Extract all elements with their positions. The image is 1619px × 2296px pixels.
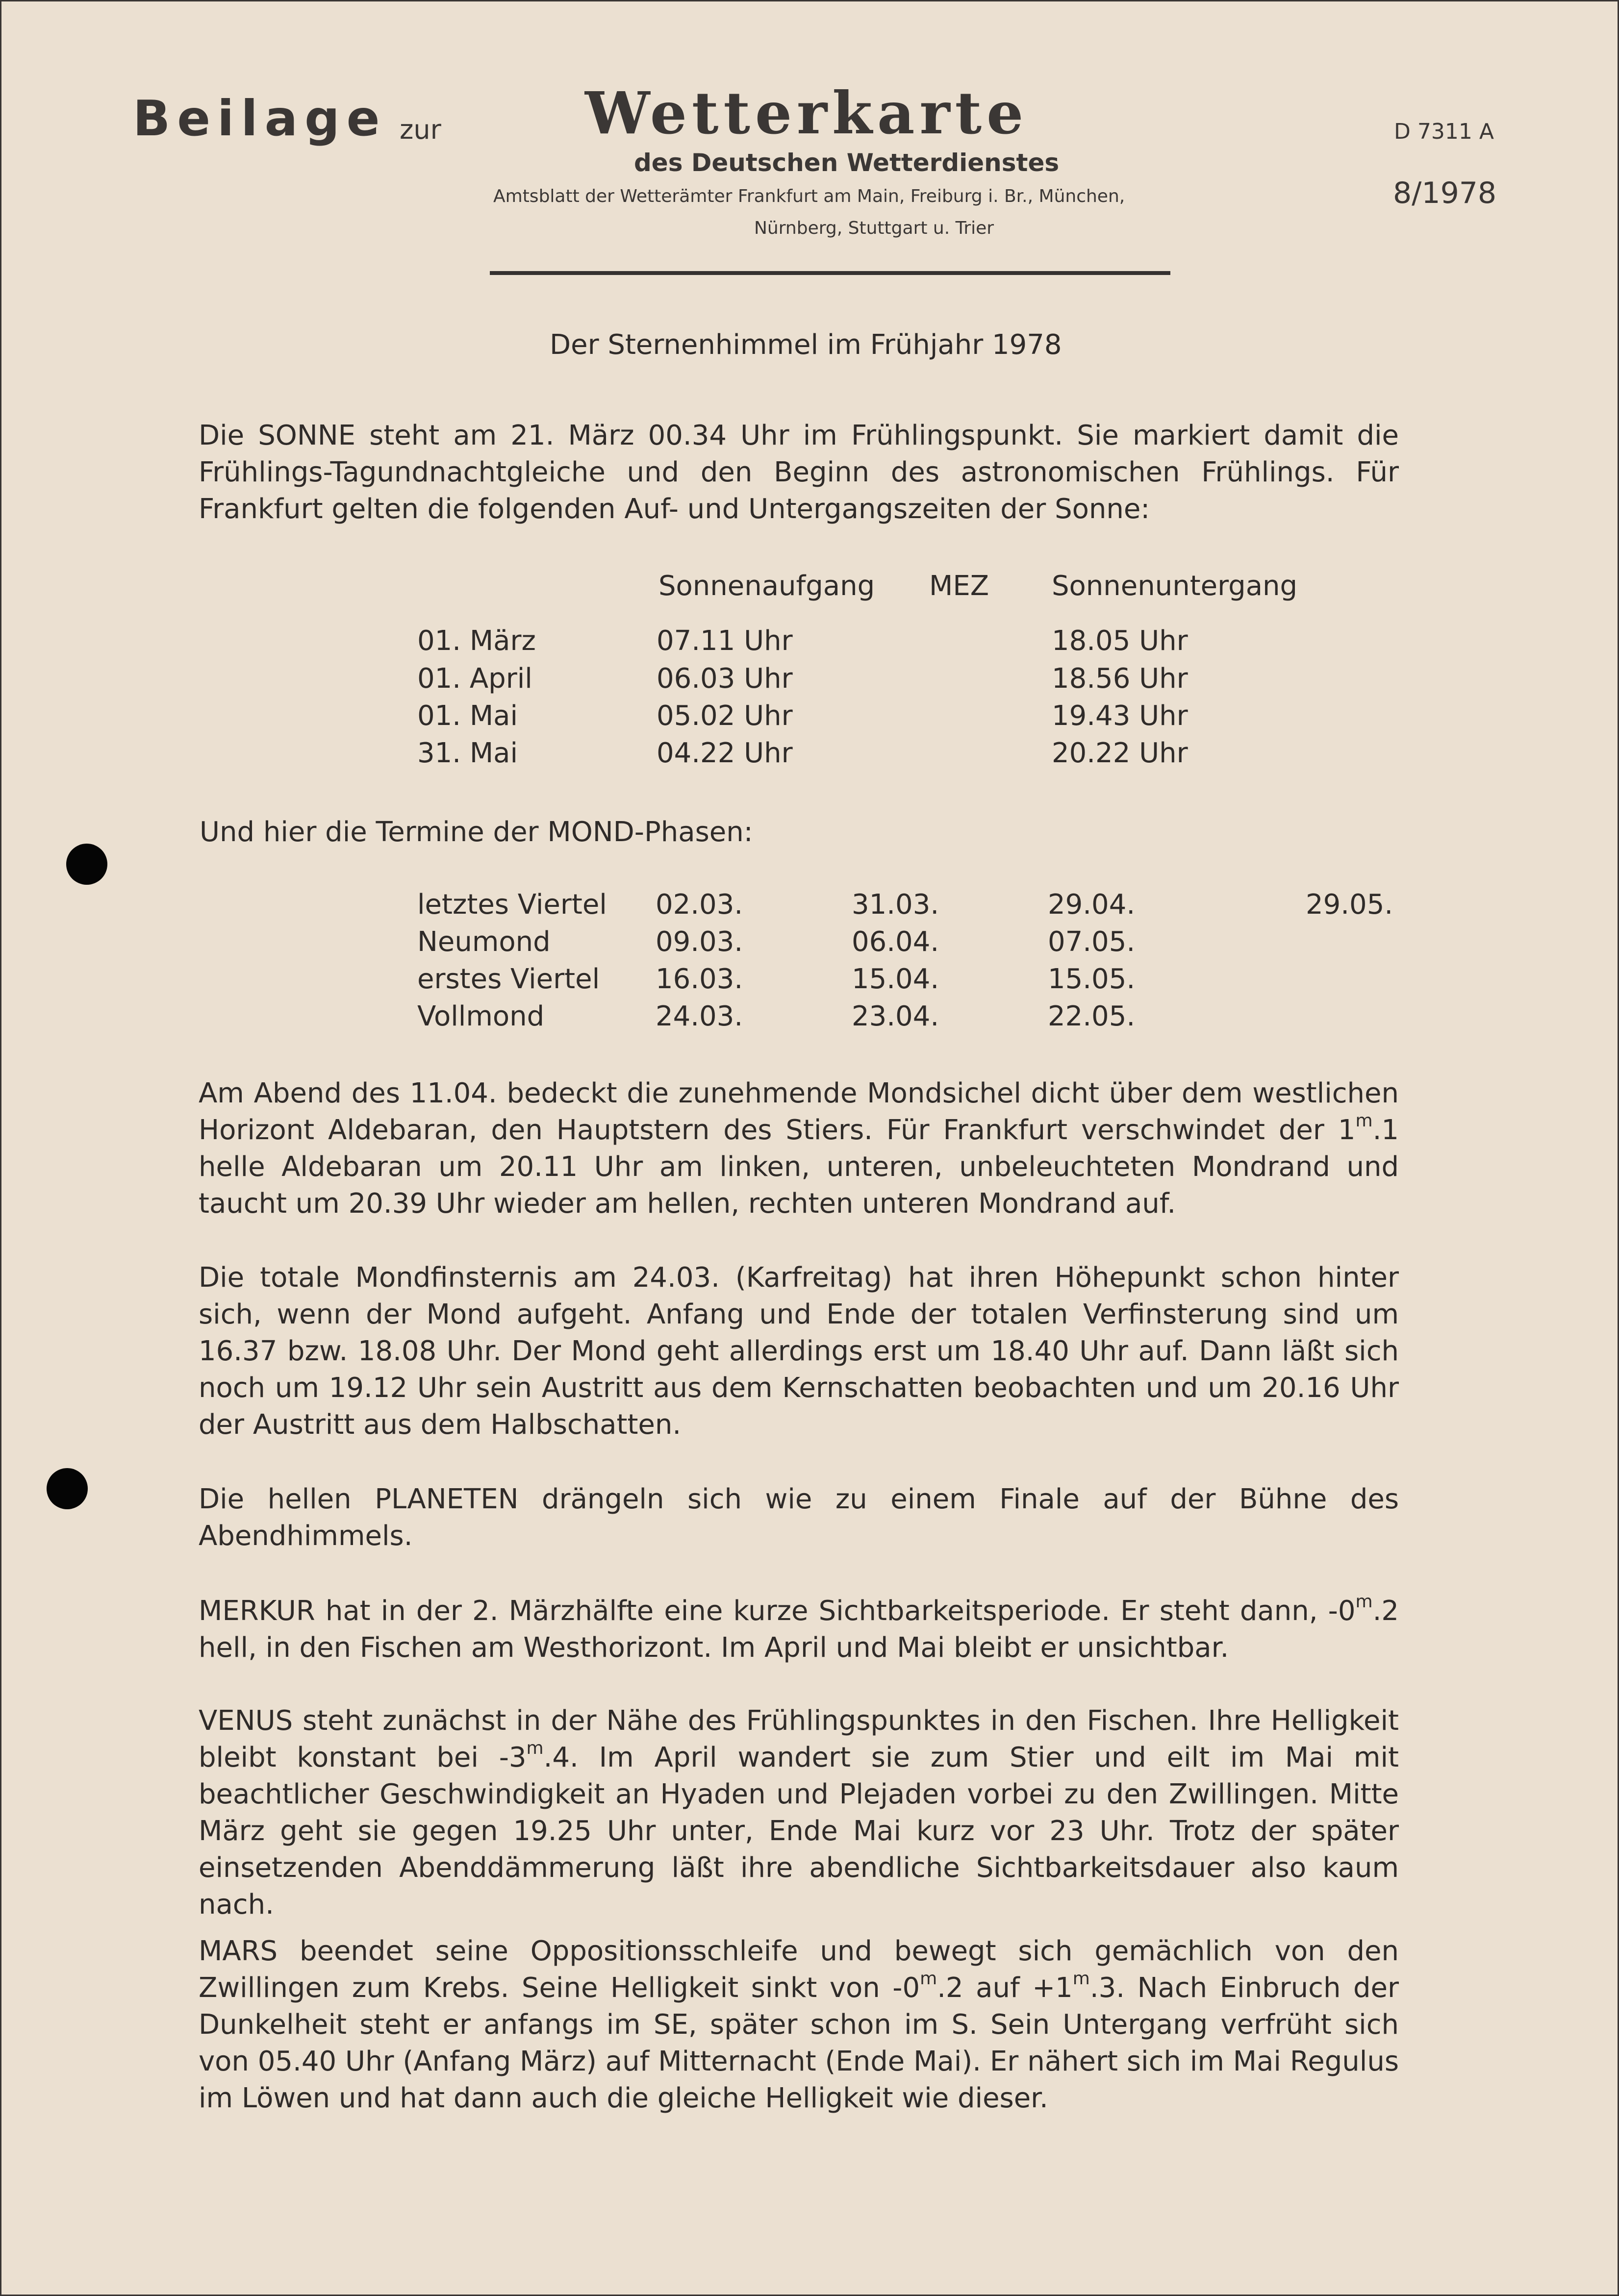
magnitude-superscript: m <box>1355 1111 1373 1131</box>
issue-number: 8/1978 <box>1393 176 1497 210</box>
paragraph-aldebaran <box>199 1075 1399 1222</box>
moon-intro: Und hier die Termine der MOND-Phasen: <box>200 816 753 848</box>
text-run: .2 auf +1 <box>937 1972 1073 2004</box>
moon-phase-name: Vollmond <box>417 1000 545 1032</box>
moon-date: 31.03. <box>852 889 939 921</box>
moon-phase-name: letztes Viertel <box>417 889 607 921</box>
moon-phase-name: erstes Viertel <box>417 963 600 995</box>
sun-row-set: 20.22 Uhr <box>1052 737 1188 769</box>
paragraph-mars <box>199 1933 1399 2117</box>
paragraph-venus <box>199 1702 1399 1923</box>
sun-row-set: 18.56 Uhr <box>1052 663 1188 695</box>
moon-phase-name: Neumond <box>417 926 551 958</box>
header-zur: zur <box>400 114 441 145</box>
magnitude-superscript: m <box>920 1969 937 1989</box>
text-run: .2 hell, in den Fischen am Westhorizont. Im April und Mai bleibt er unsichtbar. <box>199 1595 1399 1664</box>
text-run: Am Abend des 11.04. bedeckt die zunehmende Mondsichel dicht über dem westlichen Horizont Aldebaran, den Hauptstern des Stiers. Für Frankfurt verschwindet der 1 <box>199 1077 1399 1146</box>
moon-date: 24.03. <box>656 1000 743 1032</box>
amtsblatt-line-2: Nürnberg, Stuttgart u. Trier <box>754 218 994 238</box>
header-beilage: Beilage <box>133 90 387 147</box>
magnitude-superscript: m <box>1355 1592 1373 1612</box>
sun-row-date: 01. April <box>417 663 532 695</box>
sun-header-rise: Sonnenaufgang <box>658 570 875 602</box>
punch-hole <box>66 844 107 885</box>
paragraph-sonne: Die SONNE steht am 21. März 00.34 Uhr im Frühlingspunkt. Sie markiert damit die Frühlings-Tagundnachtgleiche und den Beginn des astronomischen Frühlings. Für Frankfurt gelten die folgenden Auf- und Untergangszeiten der Sonne: <box>199 420 1399 525</box>
moon-date: 16.03. <box>656 963 743 995</box>
masthead-subtitle: des Deutschen Wetterdienstes <box>634 149 1060 177</box>
moon-date: 09.03. <box>656 926 743 958</box>
sun-row-date: 01. Mai <box>417 700 518 732</box>
moon-date: 29.04. <box>1048 889 1136 921</box>
paragraph-planeten: Die hellen PLANETEN drängeln sich wie zu einem Finale auf der Bühne des Abendhimmels. <box>199 1483 1399 1552</box>
punch-hole <box>47 1468 88 1509</box>
moon-date: 22.05. <box>1048 1000 1136 1032</box>
text-run: .1 helle Aldebaran um 20.11 Uhr am linken, unteren, unbeleuchteten Mondrand und taucht um 20.39 Uhr wieder am hellen, rechten unteren Mondrand auf. <box>199 1114 1399 1220</box>
masthead-title: Wetterkarte <box>585 79 1029 147</box>
moon-date: 15.05. <box>1048 963 1136 995</box>
moon-date: 06.04. <box>852 926 939 958</box>
sun-row-rise: 04.22 Uhr <box>657 737 793 769</box>
sun-row-date: 31. Mai <box>417 737 518 769</box>
sun-row-rise: 05.02 Uhr <box>657 700 793 732</box>
text-run: VENUS steht zunächst in der Nähe des Frühlingspunktes in den Fischen. Ihre Helligkeit bleibt konstant bei -3 <box>199 1705 1399 1773</box>
amtsblatt-line-1: Amtsblatt der Wetterämter Frankfurt am Main, Freiburg i. Br., München, <box>493 186 1125 206</box>
sun-header-set: Sonnenuntergang <box>1052 570 1298 602</box>
sun-row-date: 01. März <box>417 625 536 657</box>
text-run: MERKUR hat in der 2. Märzhälfte eine kurze Sichtbarkeitsperiode. Er steht dann, -0 <box>199 1595 1356 1627</box>
moon-date: 15.04. <box>852 963 939 995</box>
moon-date: 02.03. <box>656 889 743 921</box>
sun-row-set: 18.05 Uhr <box>1052 625 1188 657</box>
sun-row-rise: 06.03 Uhr <box>657 663 793 695</box>
paragraph-mondfinsternis: Die totale Mondfinsternis am 24.03. (Karfreitag) hat ihren Höhepunkt schon hinter sich, wenn der Mond aufgeht. Anfang und Ende der totalen Verfinsterung sind um 16.37 bzw. 18.08 Uhr. Der Mond geht allerdings erst um 18.40 Uhr auf. Dann läßt sich noch um 19.12 Uhr sein Austritt aus dem Kernschatten beobachten und um 20.16 Uhr der Austritt aus dem Halbschatten. <box>199 1262 1399 1441</box>
magnitude-superscript: m <box>526 1738 544 1758</box>
publication-code: D 7311 A <box>1394 119 1494 144</box>
moon-date: 23.04. <box>852 1000 939 1032</box>
moon-date: 07.05. <box>1048 926 1136 958</box>
sun-row-set: 19.43 Uhr <box>1052 700 1188 732</box>
text-run: MARS beendet seine Oppositionsschleife und bewegt sich gemächlich von den Zwillingen zum Krebs. Seine Helligkeit sinkt von -0 <box>199 1935 1399 2004</box>
text-run: .4. Im April wandert sie zum Stier und eilt im Mai mit beachtlicher Geschwindigkeit an Hyaden und Plejaden vorbei zu den Zwillingen. Mitte März geht sie gegen 19.25 Uhr unter, Ende Mai kurz vor 23 Uhr. Trotz der später einsetzenden Abenddämmerung läßt ihre abendliche Sichtbarkeitsdauer also kaum nach. <box>199 1742 1399 1921</box>
article-title: Der Sternenhimmel im Frühjahr 1978 <box>550 329 1062 361</box>
sun-row-rise: 07.11 Uhr <box>657 625 793 657</box>
text-run: .3. Nach Einbruch der Dunkelheit steht er anfangs im SE, später schon im S. Sein Untergang verfrüht sich von 05.40 Uhr (Anfang März) auf Mitternacht (Ende Mai). Er nähert sich im Mai Regulus im Löwen und hat dann auch die gleiche Helligkeit wie dieser. <box>199 1972 1399 2114</box>
moon-date: 29.05. <box>1306 889 1393 921</box>
header-divider <box>490 271 1170 275</box>
paragraph-merkur <box>199 1593 1399 1666</box>
sun-header-mez: MEZ <box>929 570 989 602</box>
magnitude-superscript: m <box>1072 1969 1090 1989</box>
